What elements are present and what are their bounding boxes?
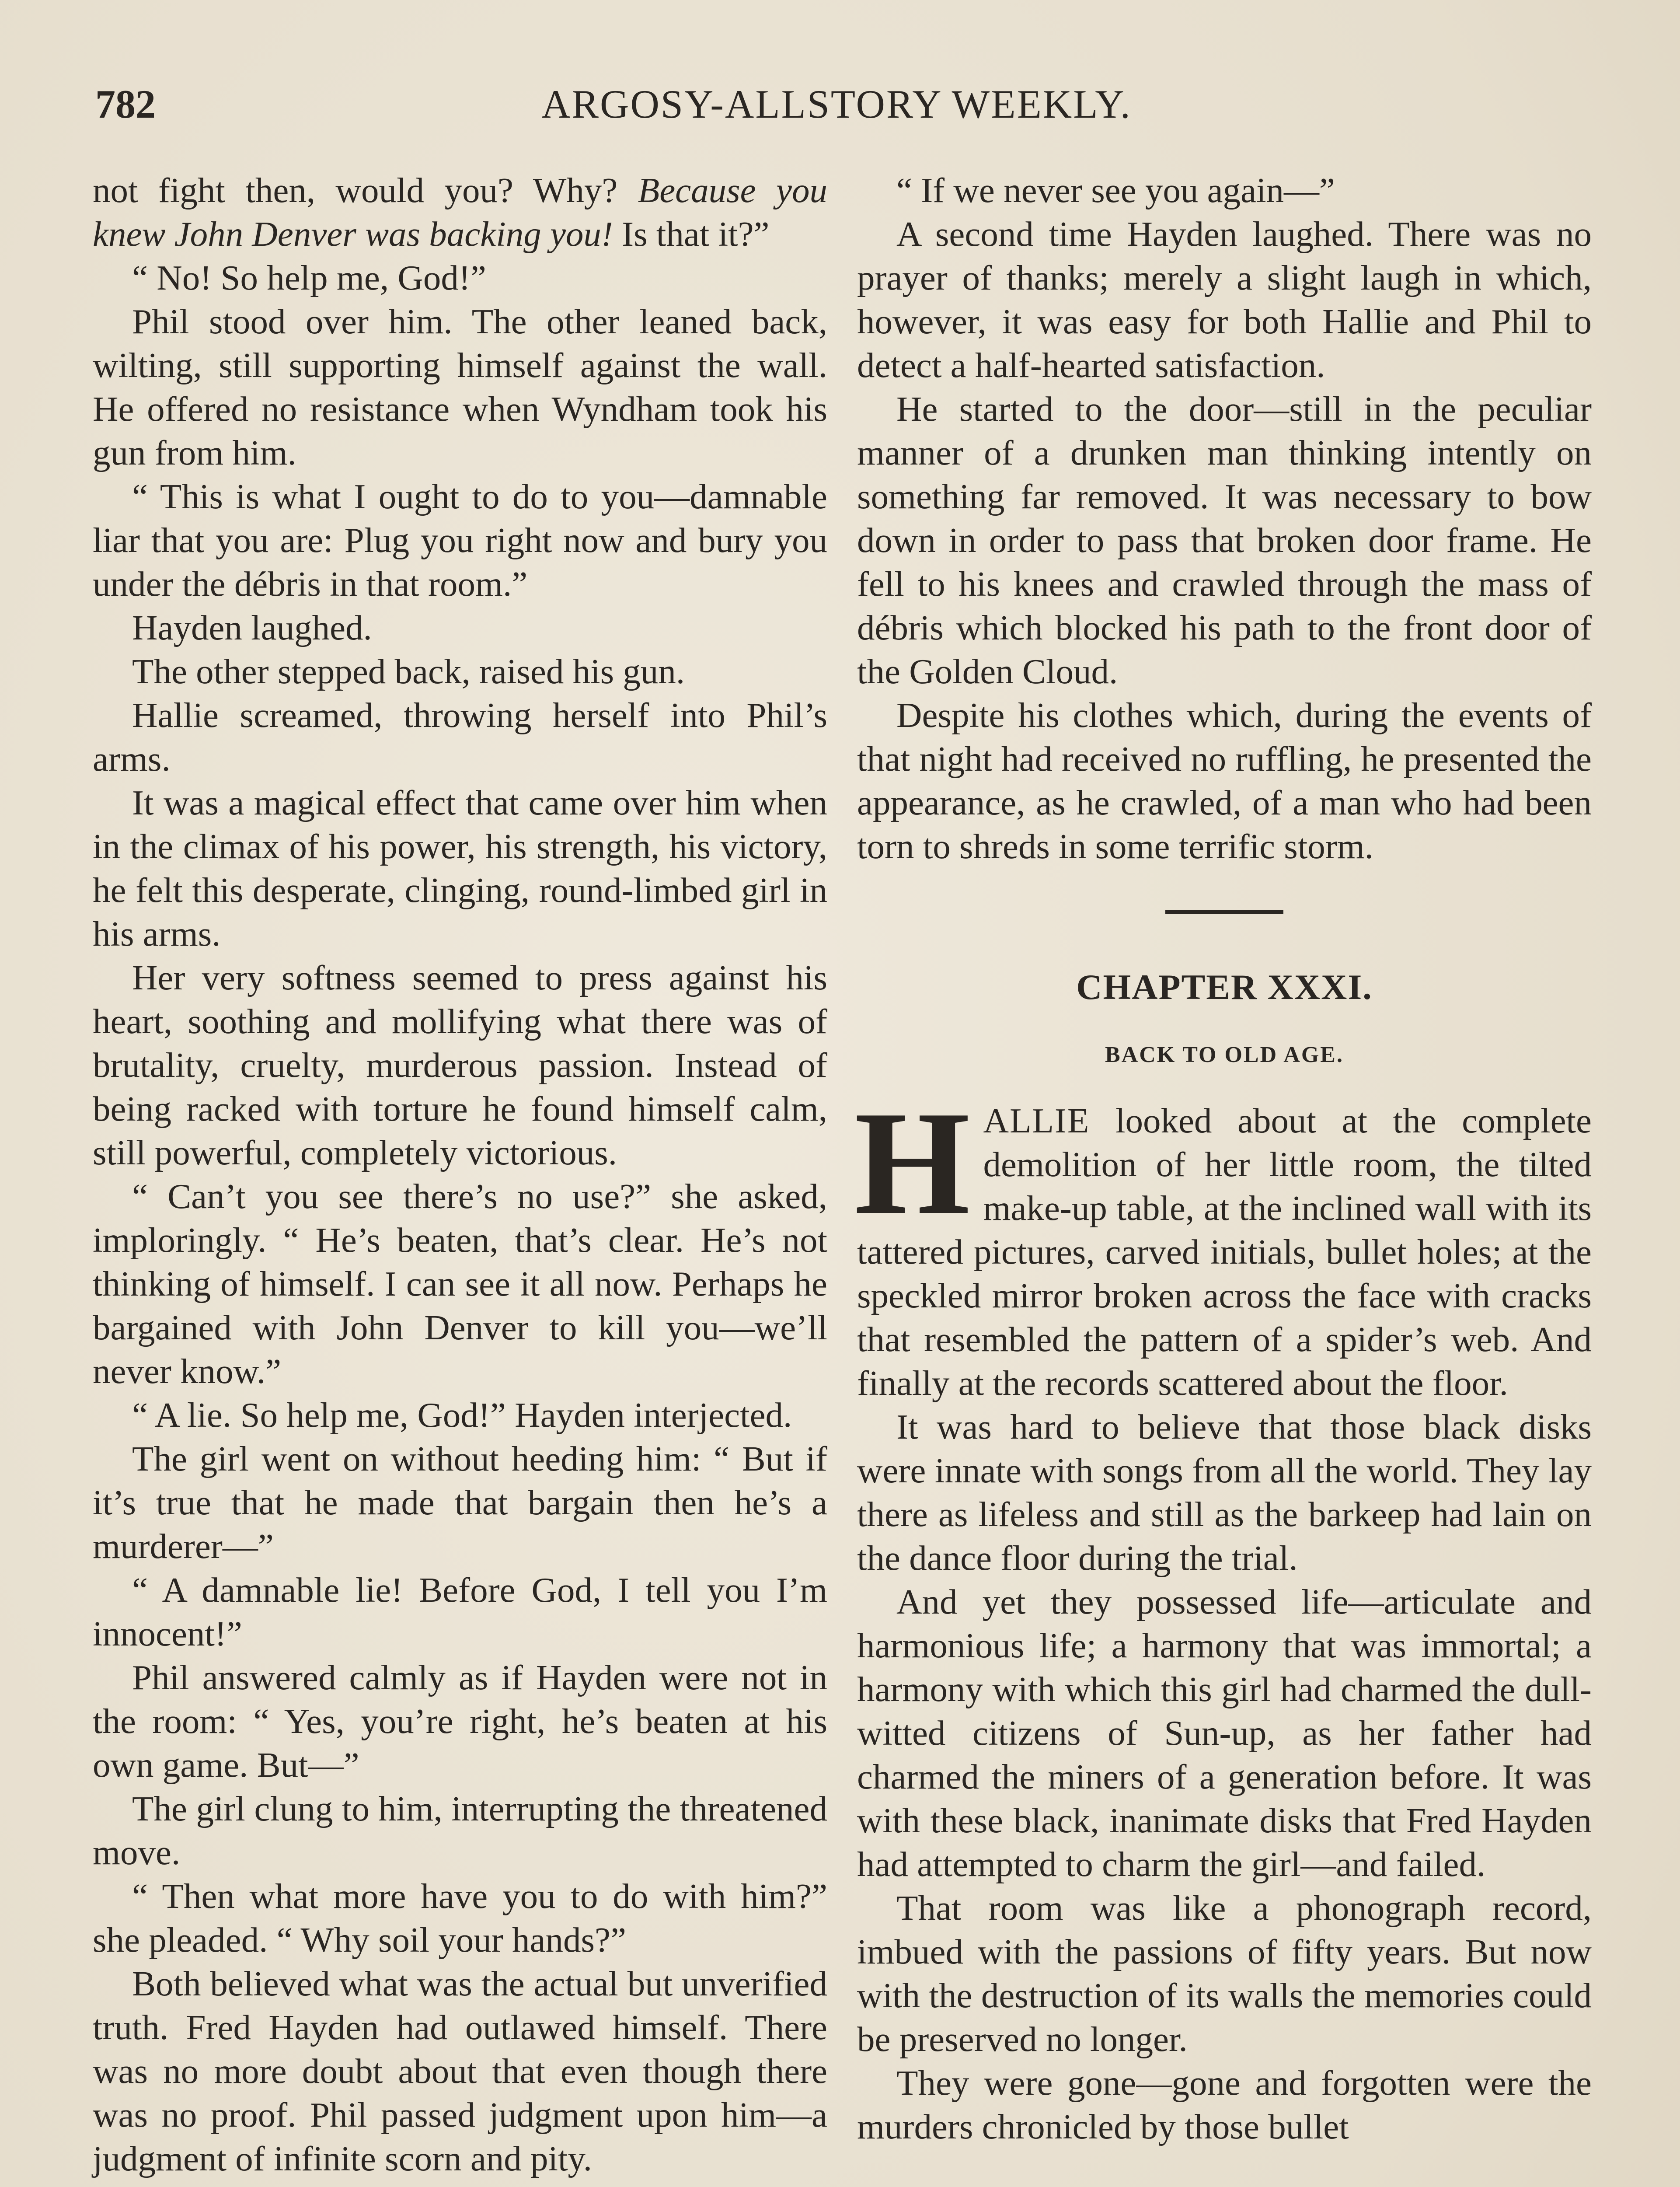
paragraph: “ Can’t you see there’s no use?” she asked, imploringly. “ He’s beaten, that’s clear. He’s not thinking of himself. I can see it all now. Perhaps he bargained with John Denver to kill you—we’ll never know.”: [93, 1177, 827, 1391]
paragraph: And yet they possessed life—articulate and harmonious life; a harmony that was immortal; a harmony with which this girl had charmed the dull-witted citizens of Sun-up, as her father had charmed the miners of a generation before. It was with these black, inanimate disks that Fred Hayden had attempted to charm the girl—and failed.: [857, 1582, 1592, 1884]
section-divider: [1165, 910, 1283, 914]
paragraph: Her very softness seemed to press against his heart, soothing and mollifying what there was of brutality, cruelty, murderous passion. Instead of being racked with torture he found himself calm, still powerful, completely victorious.: [93, 958, 827, 1172]
paragraph: The other stepped back, raised his gun.: [132, 652, 685, 691]
paragraph: “ A damnable lie! Before God, I tell you I’m innocent!”: [93, 1570, 827, 1653]
italic-text: Because you knew John Denver was backing you!: [93, 171, 827, 254]
page-header: [95, 81, 1578, 138]
paragraph: It was hard to believe that those black disks were innate with songs from all the world. They lay there as lifeless and still as the barkeep had lain on the dance floor during the trial.: [857, 1407, 1592, 1578]
paragraph: “ If we never see you again—”: [896, 171, 1335, 210]
page-number: 782: [95, 82, 156, 126]
paragraph: Hallie screamed, throwing herself into Phil’s arms.: [93, 695, 827, 779]
paragraph: It was a magical effect that came over him when in the climax of his power, his strength, his victory, he felt this desperate, clinging, round-limbed girl in his arms.: [93, 783, 827, 954]
chapter-subtitle: BACK TO OLD AGE.: [1105, 1042, 1344, 1067]
paragraph: Despite his clothes which, during the events of that night had received no ruffling, he presented the appearance, as he crawled, of a man who had been torn to shreds in some terrific storm.: [857, 695, 1592, 866]
paragraph: They were gone—gone and forgotten were the murders chronicled by those bullet: [857, 2063, 1592, 2146]
paragraph: Phil answered calmly as if Hayden were not in the room: “ Yes, you’re right, he’s beaten at his own game. But—”: [93, 1658, 827, 1785]
paragraph: “ This is what I ought to do to you—damnable liar that you are: Plug you right now and bury you under the débris in that room.”: [93, 477, 827, 604]
left-column: [93, 168, 827, 2180]
running-title: ARGOSY-ALLSTORY WEEKLY.: [541, 82, 1132, 126]
paragraph: HALLIE looked about at the complete demolition of her little room, the tilted make-up table, at the inclined wall with its tattered pictures, carved initials, bullet holes; at the speckled mirror broken across the face with cracks that resembled the pattern of a spider’s web. And finally at the records scattered about the floor.: [854, 1080, 1592, 1403]
paragraph: not fight then, would you? Why? Because you knew John Denver was backing you! Is that it?”: [93, 171, 827, 254]
right-column: [854, 168, 1592, 2149]
paragraph: That room was like a phonograph record, imbued with the passions of fifty years. But now with the destruction of its walls the memories could be preserved no longer.: [857, 1888, 1592, 2059]
paragraph: Both believed what was the actual but unverified truth. Fred Hayden had outlawed himself. There was no more doubt about that even though there was no proof. Phil passed judgment upon him—a judgment of infinite scorn and pity.: [93, 1964, 827, 2178]
paragraph: A second time Hayden laughed. There was no prayer of thanks; merely a slight laugh in which, however, it was easy for both Hallie and Phil to detect a half-hearted satisfaction.: [857, 214, 1592, 385]
paragraph: Hayden laughed.: [132, 608, 372, 647]
paragraph: “ Then what more have you to do with him?” she pleaded. “ Why soil your hands?”: [93, 1876, 827, 1960]
paragraph: He started to the door—still in the peculiar manner of a drunken man thinking intently on something far removed. It was necessary to bow down in order to pass that broken door frame. He fell to his knees and crawled through the mass of débris which blocked his path to the front door of the Golden Cloud.: [857, 389, 1592, 691]
paragraph: The girl clung to him, interrupting the threatened move.: [93, 1789, 827, 1872]
drop-cap: H: [854, 1080, 970, 1245]
paragraph: “ No! So help me, God!”: [132, 258, 486, 297]
paragraph: “ A lie. So help me, God!” Hayden interjected.: [132, 1395, 792, 1435]
paragraph: The girl went on without heeding him: “ But if it’s true that he made that bargain then he’s a murderer—”: [93, 1439, 827, 1566]
paragraph: Phil stood over him. The other leaned back, wilting, still supporting himself against the wall. He offered no resistance when Wyndham took his gun from him.: [93, 302, 827, 472]
chapter-heading: CHAPTER XXXI.: [1076, 967, 1373, 1007]
